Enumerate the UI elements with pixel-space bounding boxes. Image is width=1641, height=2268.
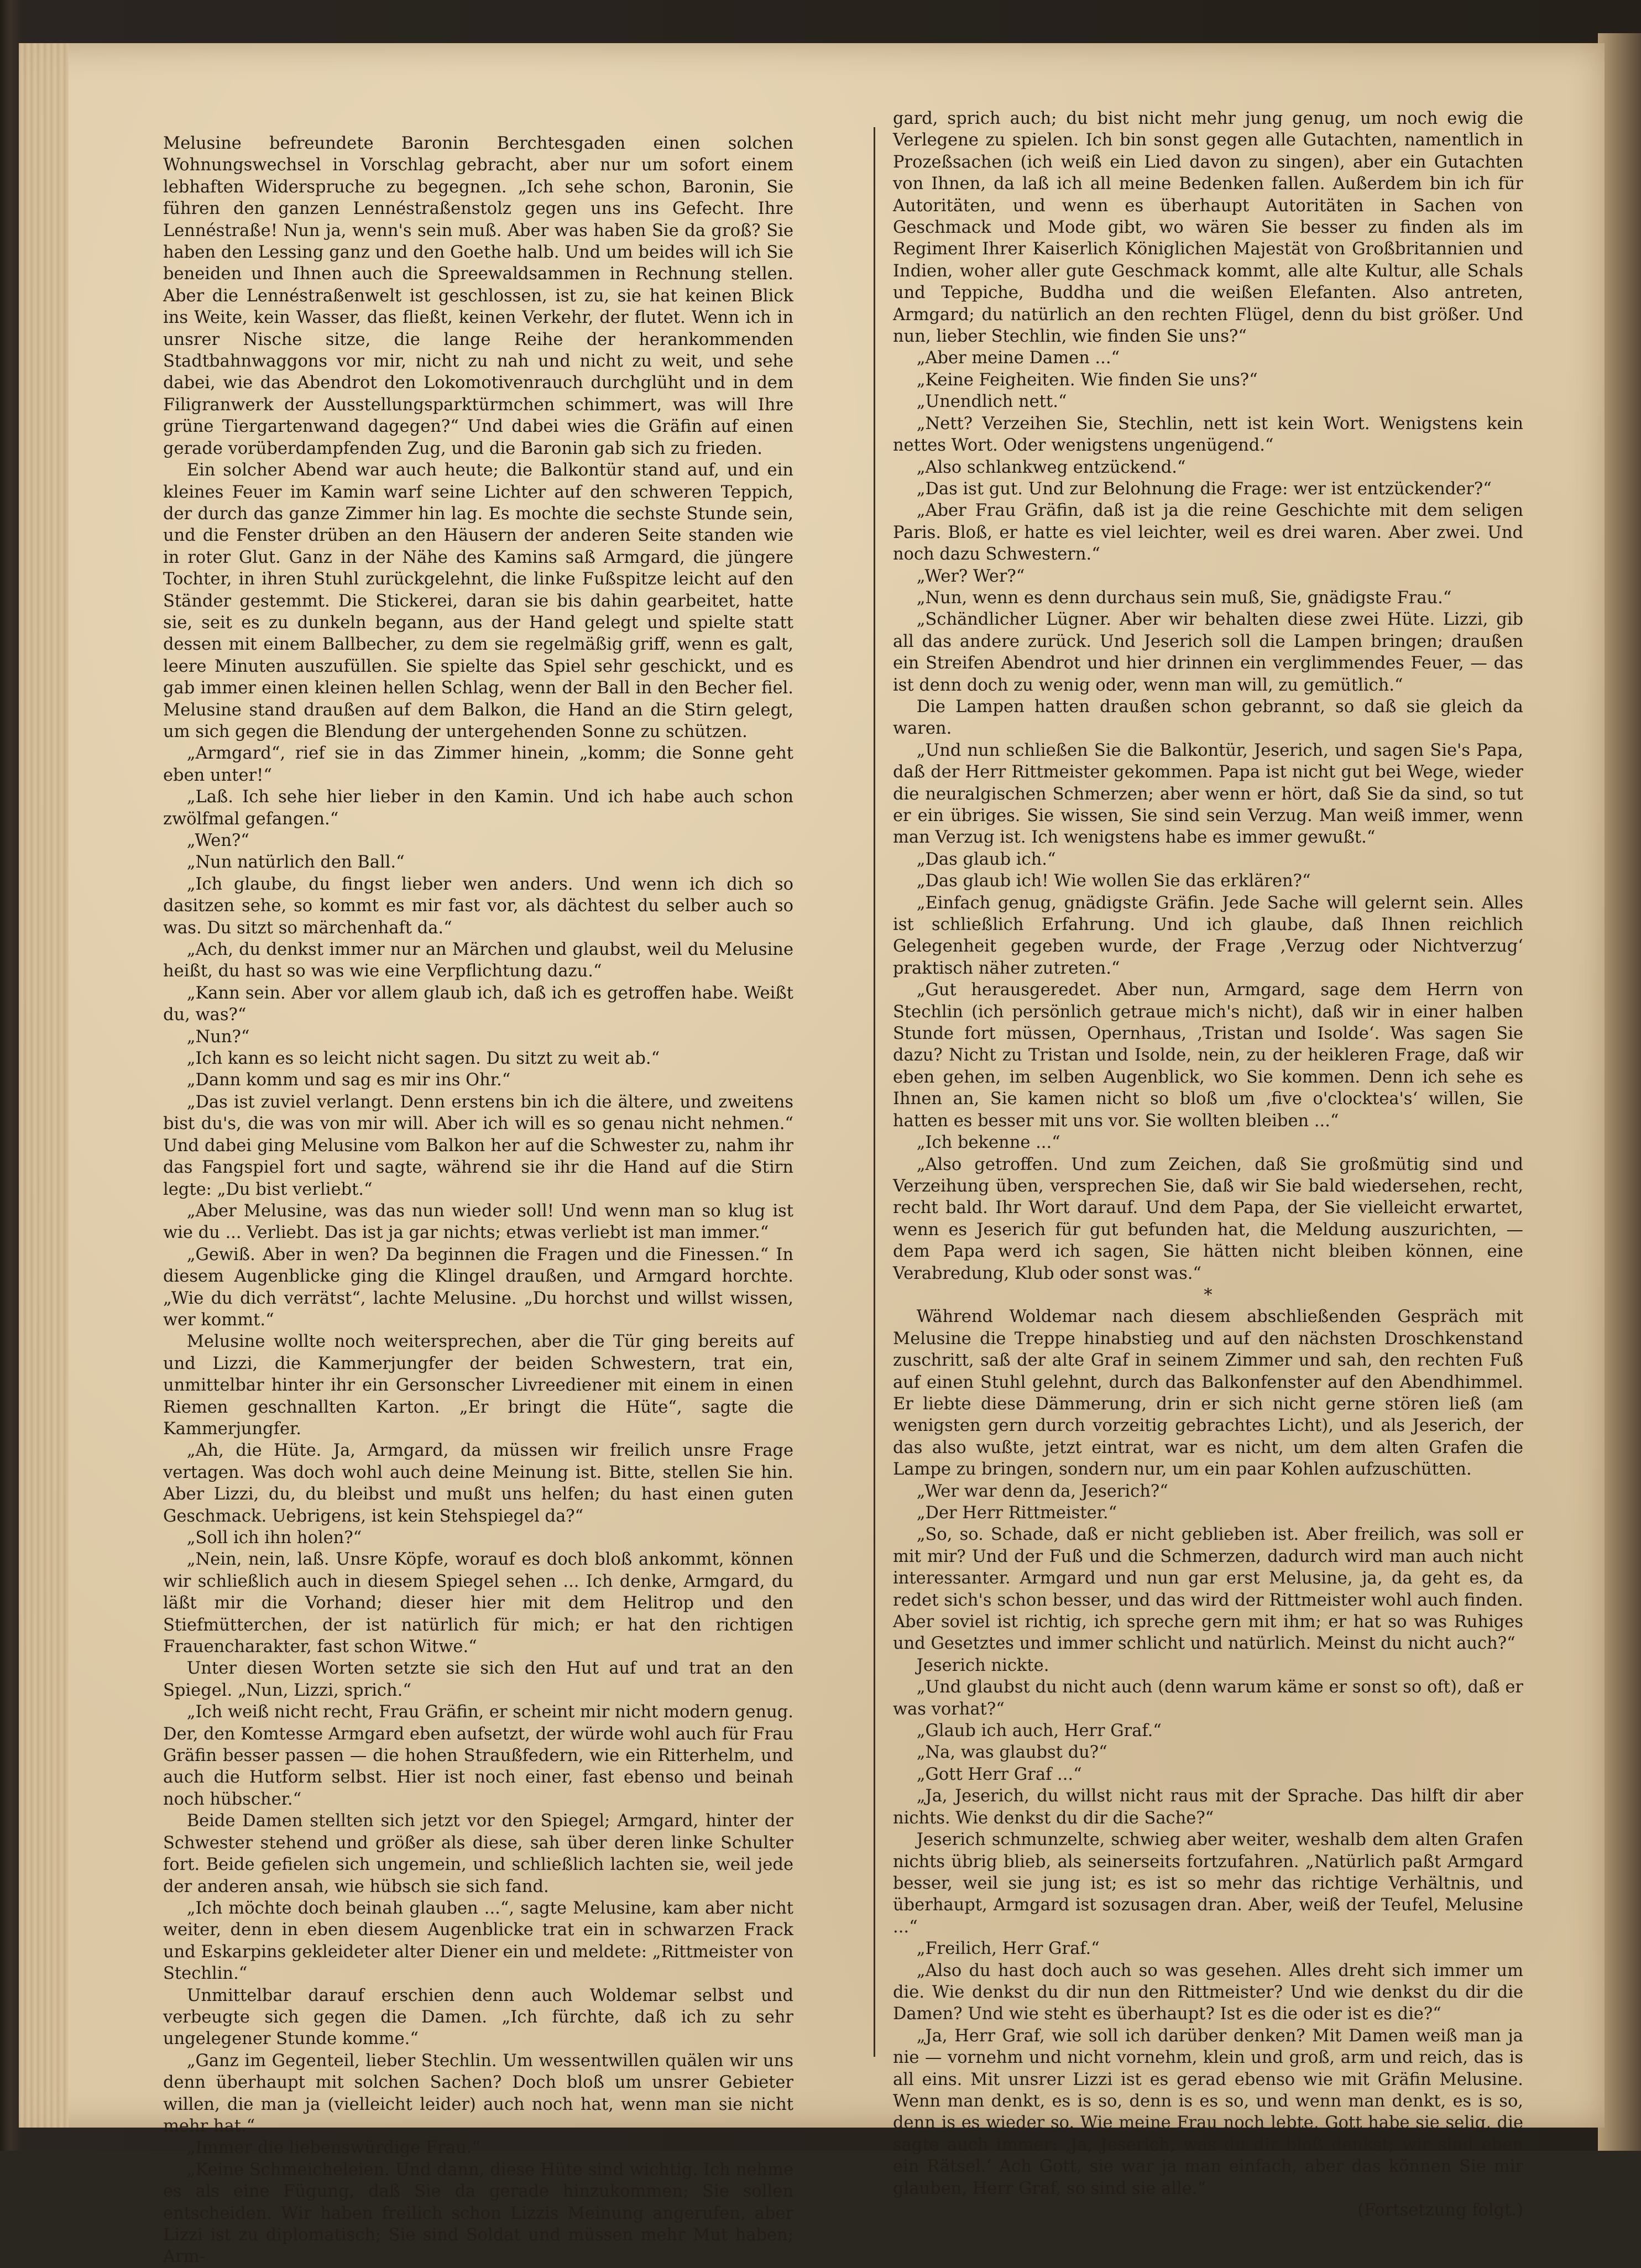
paragraph: „Laß. Ich sehe hier lieber in den Kamin. Und ich habe auch schon zwölfmal gefangen.“: [163, 787, 793, 829]
paragraph: „Und nun schließen Sie die Balkontür, Jeserich, und sagen Sie's Papa, daß der Herr Rittmeister gekommen. Papa ist nicht gut bei Wege, wieder die neuralgischen Schmerzen; aber wenn er hört, daß Sie da sind, so tut er ein übriges. Sie wissen, Sie sind sein Verzug. Man weiß immer, wenn man Verzug ist. Ich wenigstens habe es immer gewußt.“: [893, 740, 1523, 848]
paragraph: „Aber Frau Gräfin, daß ist ja die reine Geschichte mit dem seligen Paris. Bloß, er hatte es viel leichter, weil es drei waren. Aber zwei. Und noch dazu Schwestern.“: [893, 501, 1523, 565]
paragraph: Unter diesen Worten setzte sie sich den Hut auf und trat an den Spiegel. „Nun, Lizzi, sprich.“: [163, 1659, 793, 1700]
paragraph: „Schändlicher Lügner. Aber wir behalten diese zwei Hüte. Lizzi, gib all das andere zurück. Und Jeserich soll die Lampen bringen; draußen ein Streifen Abendrot und hier drinnen ein verglimmendes Feuer, — das ist denn doch zu wenig oder, wenn man will, zu gemütlich.“: [893, 610, 1523, 695]
paragraph: „Der Herr Rittmeister.“: [916, 1503, 1117, 1523]
section-break: *: [1204, 1285, 1213, 1305]
paragraph: „Das ist gut. Und zur Belohnung die Frage: wer ist entzückender?“: [916, 479, 1492, 499]
paragraph: Melusine wollte noch weitersprechen, aber die Tür ging bereits auf und Lizzi, die Kammerjungfer der beiden Schwestern, trat ein, unmittelbar hinter ihr ein Gersonscher Livreediener mit einem in einen Riemen geschnallten Karton. „Er bringt die Hüte“, sagte die Kammerjungfer.: [163, 1332, 793, 1439]
paragraph: „Ja, Jeserich, du willst nicht raus mit der Sprache. Das hilft dir aber nichts. Wie denkst du dir die Sache?“: [893, 1786, 1523, 1828]
paragraph: „Also schlankweg entzückend.“: [916, 457, 1186, 477]
paragraph: „Freilich, Herr Graf.“: [916, 1939, 1100, 1959]
column-divider: [874, 127, 875, 2057]
paragraph: „Also getroffen. Und zum Zeichen, daß Sie großmütig sind und Verzeihung üben, versprechen Sie, daß wir Sie bald wiedersehen, recht, recht bald. Ihr Wort darauf. Und dem Papa, der Sie vielleicht erwartet, wenn es Jeserich für gut befunden hat, die Meldung auszurichten, — dem Papa werd ich sagen, Sie hätten nicht bleiben können, eine Verabredung, Klub oder sonst was.“: [893, 1154, 1523, 1283]
paragraph: Ein solcher Abend war auch heute; die Balkontür stand auf, und ein kleines Feuer im Kamin warf seine Lichter auf den schweren Teppich, der durch das ganze Zimmer hin lag. Es mochte die sechste Stunde sein, und die Fenster drüben an den Häusern der anderen Seite standen wie in roter Glut. Ganz in der Nähe des Kamins saß Armgard, die jüngere Tochter, in ihren Stuhl zurückgelehnt, die linke Fußspitze leicht auf den Ständer gestemmt. Die Stickerei, daran sie bis dahin gearbeitet, hatte sie, seit es zu dunkeln begann, aus der Hand gelegt und spielte statt dessen mit einem Ballbecher, zu dem sie regelmäßig griff, wenn es galt, leere Minuten auszufüllen. Sie spielte das Spiel sehr geschickt, und es gab immer einen kleinen hellen Schlag, wenn der Ball in den Becher fiel. Melusine stand draußen auf dem Balkon, die Hand an die Stirn gelegt, um sich gegen die Blendung der untergehenden Sonne zu schützen.: [163, 461, 793, 741]
paragraph: „Soll ich ihn holen?“: [186, 1528, 362, 1548]
paragraph: Melusine befreundete Baronin Berchtesgaden einen solchen Wohnungswechsel in Vorschlag gebracht, aber nur um sofort einem lebhaften Widerspruche zu begegnen. „Ich sehe schon, Baronin, Sie führen den ganzen Lennéstraßenstolz gegen uns ins Gefecht. Ihre Lennéstraße! Nun ja, wenn's sein muß. Aber was haben Sie da groß? Sie haben den Lessing ganz und den Goethe halb. Und um beides will ich Sie beneiden und Ihnen auch die Spreewaldsammen in Rechnung stellen. Aber die Lennéstraßenwelt ist geschlossen, ist zu, sie hat keinen Blick ins Weite, kein Wasser, das fließt, keinen Verkehr, der flutet. Wenn ich in unsrer Nische sitze, die lange Reihe der herankommenden Stadtbahnwaggons vor mir, nicht zu nah und nicht zu weit, und sehe dabei, wie das Abendrot den Lokomotivenrauch durchglüht und in dem Filigranwerk der Ausstellungsparktürmchen schimmert, was will Ihre grüne Tiergartenwand dagegen?“ Und dabei wies die Gräfin auf einen gerade vorüberdampfenden Zug, und die Baronin gab sich zu frieden.: [163, 134, 793, 458]
paragraph: Während Woldemar nach diesem abschließenden Gespräch mit Melusine die Treppe hinabstieg und auf den nächsten Droschkenstand zuschritt, saß der alte Graf in seinem Zimmer und sah, den rechten Fuß auf einen Stuhl gelehnt, durch das Balkonfenster auf den Abendhimmel. Er liebte diese Dämmerung, drin er sich nicht gerne stören ließ (am wenigsten gern durch vorzeitig gebrachtes Licht), und als Jeserich, der das also wußte, jetzt eintrat, war es nicht, um dem alten Grafen die Lampe zu bringen, sondern nur, um ein paar Kohlen aufzuschütten.: [893, 1307, 1523, 1480]
paragraph: „Das glaub ich! Wie wollen Sie das erklären?“: [916, 871, 1311, 891]
paragraph: „Keine Schmeicheleien. Und dann, diese Hüte sind wichtig. Ich nehme es als eine Fügung, daß Sie da gerade hinzukommen; Sie sollen entscheiden. Wir haben freilich schon Lizzis Meinung angerufen, aber Lizzi ist zu diplomatisch; Sie sind Soldat und müssen mehr Mut haben; Arm-: [163, 2160, 793, 2267]
paragraph: Die Lampen hatten draußen schon gebrannt, so daß sie gleich da waren.: [893, 697, 1523, 739]
paragraph: „Ich weiß nicht recht, Frau Gräfin, er scheint mir nicht modern genug. Der, den Komtesse Armgard eben aufsetzt, der würde wohl auch für Frau Gräfin besser passen — die hohen Straußfedern, wie ein Ritterhelm, und auch die Hutform selbst. Hier ist noch einer, fast ebenso und beinah noch hübscher.“: [163, 1702, 793, 1809]
paragraph: „Gewiß. Aber in wen? Da beginnen die Fragen und die Finessen.“ In diesem Augenblicke ging die Klingel draußen, und Armgard horchte. „Wie du dich verrätst“, lachte Melusine. „Du horchst und willst wissen, wer kommt.“: [163, 1245, 793, 1330]
paragraph: „Ich bekenne ...“: [916, 1133, 1060, 1153]
paragraph: „Keine Feigheiten. Wie finden Sie uns?“: [916, 370, 1258, 390]
paragraph: „Aber Melusine, was das nun wieder soll! Und wenn man so klug ist wie du ... Verliebt. Das ist ja gar nichts; etwas verliebt ist man immer.“: [163, 1201, 793, 1243]
text-column-left: [163, 133, 793, 2268]
paragraph: „Das ist zuviel verlangt. Denn erstens bin ich die ältere, und zweitens bist du's, die was von mir will. Aber ich will es so genau nicht nehmen.“ Und dabei ging Melusine vom Balkon her auf die Schwester zu, nahm ihr das Fangspiel fort und sagte, während sie ihr die Hand auf die Stirn legte: „Du bist verliebt.“: [163, 1092, 793, 1199]
paragraph: „Unendlich nett.“: [916, 392, 1067, 412]
paragraph: „Kann sein. Aber vor allem glaub ich, daß ich es getroffen habe. Weißt du, was?“: [163, 983, 793, 1025]
paragraph: „Gut herausgeredet. Aber nun, Armgard, sage dem Herrn von Stechlin (ich persönlich getraue mich's nicht), daß wir in einer halben Stunde fort müssen, Opernhaus, ‚Tristan und Isolde‘. Was sagen Sie dazu? Nicht zu Tristan und Isolde, nein, zu der heikleren Frage, daß wir eben gehen, im selben Augenblick, wo Sie kommen. Denn ich sehe es Ihnen an, Sie kamen nicht so bloß um ‚five o'clocktea's‘ willen, Sie hatten es besser mit uns vor. Sie wollten bleiben ...“: [893, 980, 1523, 1131]
paragraph: „Nett? Verzeihen Sie, Stechlin, nett ist kein Wort. Wenigstens kein nettes Wort. Oder wenigstens ungenügend.“: [893, 414, 1523, 456]
paragraph: „Nun?“: [186, 1027, 250, 1047]
paragraph: „Armgard“, rief sie in das Zimmer hinein, „komm; die Sonne geht eben unter!“: [163, 744, 793, 785]
paragraph: „Wer? Wer?“: [916, 566, 1025, 586]
text-column-right: [893, 108, 1523, 2221]
paragraph: „Ich kann es so leicht nicht sagen. Du sitzt zu weit ab.“: [186, 1049, 660, 1069]
paragraph: „Na, was glaubst du?“: [916, 1743, 1107, 1763]
paragraph: „Ach, du denkst immer nur an Märchen und glaubst, weil du Melusine heißt, du hast so was wie eine Verpflichtung dazu.“: [163, 940, 793, 981]
paragraph: „Immer die liebenswürdige Frau.“: [186, 2138, 480, 2158]
paragraph: gard, sprich auch; du bist nicht mehr jung genug, um noch ewig die Verlegene zu spielen. Ich bin sonst gegen alle Gutachten, namentlich in Prozeßsachen (ich weiß ein Lied davon zu singen), aber ein Gutachten von Ihnen, da laß ich all meine Bedenken fallen. Außerdem bin ich für Autoritäten, und wenn es überhaupt Autoritäten in Sachen von Geschmack und Mode gibt, wo wären Sie besser zu finden als im Regiment Ihrer Kaiserlich Königlichen Majestät von Großbritannien und Indien, woher aller gute Geschmack kommt, alle alte Kultur, alle Schals und Teppiche, Buddha und die weißen Elefanten. Also antreten, Armgard; du natürlich an den rechten Flügel, denn du bist größer. Und nun, lieber Stechlin, wie finden Sie uns?“: [893, 109, 1523, 347]
paragraph: „Also du hast doch auch so was gesehen. Alles dreht sich immer um die. Wie denkst du dir nun den Rittmeister? Und wie denkst du dir die Damen? Und wie steht es überhaupt? Ist es die oder ist es die?“: [893, 1961, 1523, 2024]
paragraph: „Nun natürlich den Ball.“: [186, 853, 405, 872]
paragraph: „Ja, Herr Graf, wie soll ich darüber denken? Mit Damen weiß man ja nie — vornehm und nicht vornehm, klein und groß, arm und reich, das is all eins. Mit unsrer Lizzi ist es gerad ebenso wie mit Gräfin Melusine. Wenn man denkt, es is so, denn is es so, und wenn man denkt, es is so, denn is es wieder so. Wie meine Frau noch lebte, Gott habe sie selig, die sagte auch immer: ‚Ja, Jeserich, was du dir bloß denkst; wir sind eben ein Rätsel.‘ Ach Gott, sie war ja man einfach, aber das können Sie mir glauben, Herr Graf, so sind sie alle.“: [893, 2026, 1523, 2198]
paragraph: „Und glaubst du nicht auch (denn warum käme er sonst so oft), daß er was vorhat?“: [893, 1678, 1523, 1719]
paragraph: „Gott Herr Graf ...“: [916, 1764, 1082, 1784]
paragraph: „Aber meine Damen ...“: [916, 348, 1120, 368]
paragraph: Unmittelbar darauf erschien denn auch Woldemar selbst und verbeugte sich gegen die Damen. „Ich fürchte, daß ich zu sehr ungelegener Stunde komme.“: [163, 1985, 793, 2049]
paragraph: „Nun, wenn es denn durchaus sein muß, Sie, gnädigste Frau.“: [916, 588, 1452, 608]
paragraph: Beide Damen stellten sich jetzt vor den Spiegel; Armgard, hinter der Schwester stehend und größer als diese, sah über deren linke Schulter fort. Beide gefielen sich ungemein, und schließlich lachten sie, weil jede der anderen ansah, wie hübsch sie sich fand.: [163, 1811, 793, 1896]
paragraph: „Nein, nein, laß. Unsre Köpfe, worauf es doch bloß ankommt, können wir schließlich auch in diesem Spiegel sehen ... Ich denke, Armgard, du läßt mir die Vorhand; dieser hier mit dem Helitrop und den Stiefmütterchen, der ist natürlich für mich; er hat den richtigen Frauencharakter, fast schon Witwe.“: [163, 1550, 793, 1657]
paragraph: „Einfach genug, gnädigste Gräfin. Jede Sache will gelernt sein. Alles ist schließlich Erfahrung. Und ich glaube, daß Ihnen reichlich Gelegenheit gegeben wurde, der Frage ‚Verzug oder Nichtverzug‘ praktisch näher zutreten.“: [893, 893, 1523, 978]
paragraph: „Ich glaube, du fingst lieber wen anders. Und wenn ich dich so dasitzen sehe, so kommt es mir fast vor, als dächtest du selber auch so was. Du sitzt so märchenhaft da.“: [163, 874, 793, 938]
continuation-note: (Fortsetzung folgt.): [1357, 2201, 1523, 2220]
paragraph: „Das glaub ich.“: [916, 849, 1056, 869]
paragraph: „Wen?“: [186, 831, 249, 850]
paragraph: Jeserich nickte.: [916, 1655, 1049, 1675]
paragraph: „Wer war denn da, Jeserich?“: [916, 1481, 1168, 1501]
paragraph: „So, so. Schade, daß er nicht geblieben ist. Aber freilich, was soll er mit mir? Und der Fuß und die Schmerzen, dadurch wird man auch nicht interessanter. Armgard und nun gar erst Melusine, ja, da geht es, da redet sich's schon besser, und das wird der Rittmeister wohl auch finden. Aber soviel ist richtig, ich spreche gern mit ihm; er hat so was Ruhiges und Gesetztes und immer schlicht und natürlich. Meinst du nicht auch?“: [893, 1525, 1523, 1654]
paragraph: „Ah, die Hüte. Ja, Armgard, da müssen wir freilich unsre Frage vertagen. Was doch wohl auch deine Meinung ist. Bitte, stellen Sie hin. Aber Lizzi, du, du bleibst und mußt uns helfen; du hast einen guten Geschmack. Uebrigens, ist kein Stehspiegel da?“: [163, 1441, 793, 1526]
paragraph: „Ganz im Gegenteil, lieber Stechlin. Um wessentwillen quälen wir uns denn überhaupt mit solchen Sachen? Doch bloß um unsrer Gebieter willen, die man ja (vielleicht leider) auch noch hat, wenn man sie nicht mehr hat.“: [163, 2051, 793, 2136]
paragraph: „Dann komm und sag es mir ins Ohr.“: [186, 1070, 511, 1090]
paragraph: „Glaub ich auch, Herr Graf.“: [916, 1721, 1162, 1741]
paragraph: Jeserich schmunzelte, schwieg aber weiter, weshalb dem alten Grafen nichts übrig blieb, als seinerseits fortzufahren. „Natürlich paßt Armgard besser, weil sie jung ist; es ist so mehr das richtige Verhältnis, und überhaupt, Armgard ist sozusagen dran. Aber, weiß der Teufel, Melusine ...“: [893, 1830, 1523, 1937]
page-edge-left: [19, 43, 69, 2128]
paragraph: „Ich möchte doch beinah glauben ...“, sagte Melusine, kam aber nicht weiter, denn in eben diesem Augenblicke trat ein in schwarzen Frack und Eskarpins gekleideter alter Diener ein und meldete: „Rittmeister von Stechlin.“: [163, 1898, 793, 1984]
